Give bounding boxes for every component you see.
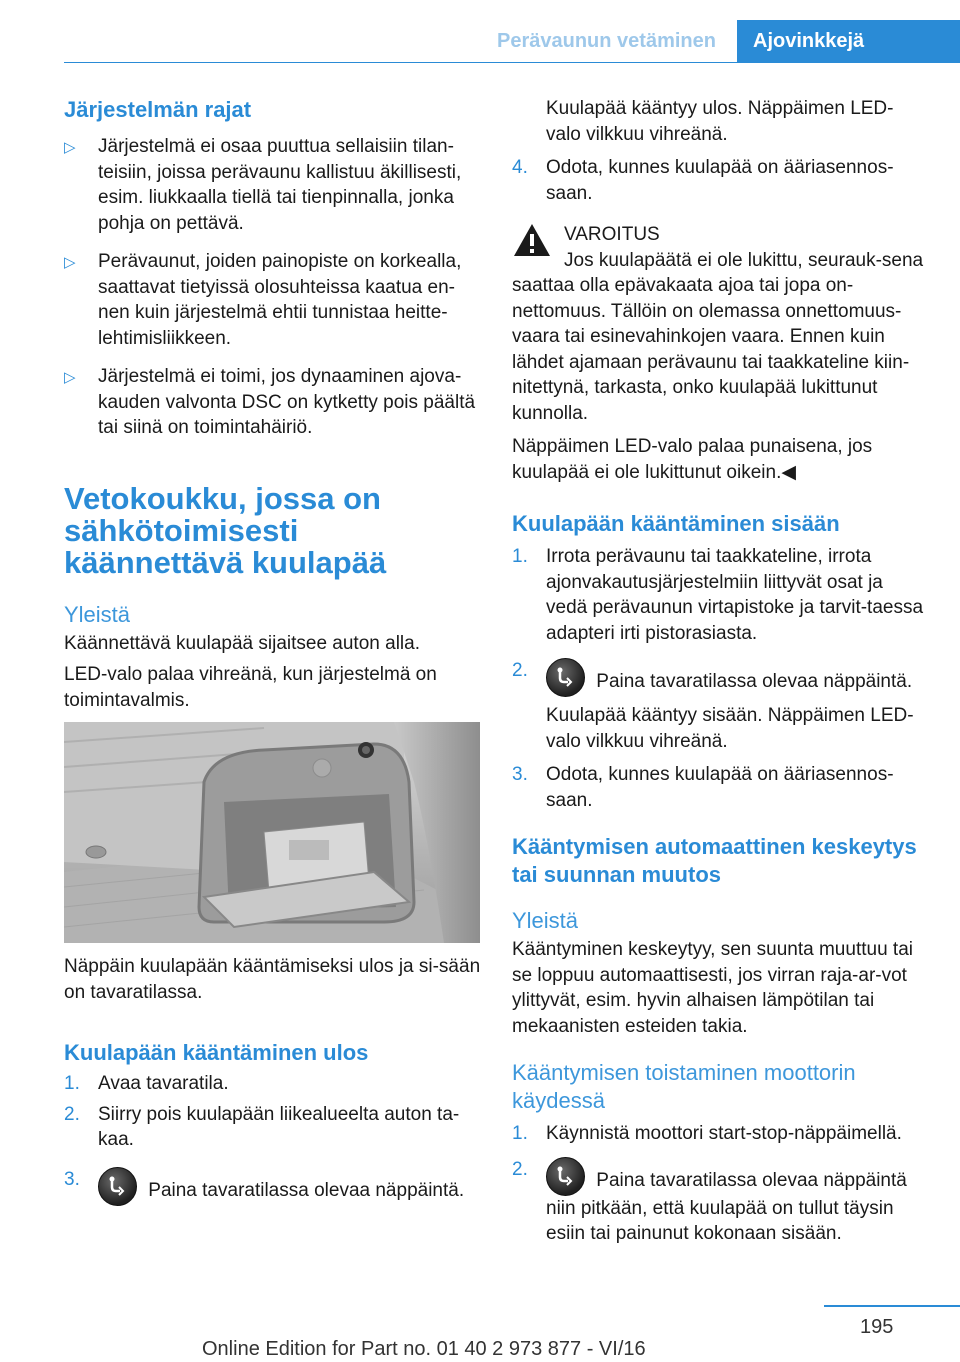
swing-out-heading: Kuulapään kääntäminen ulos [64, 1040, 369, 1065]
repeat-heading: Kääntymisen toistaminen moottorin käydessä [512, 1060, 856, 1113]
list-item: 4. Odota, kunnes kuulapää on ääriasennos-saan. [512, 157, 894, 204]
trailer-hitch-button-icon [98, 1167, 137, 1206]
triangle-right-icon: ▷ [64, 369, 76, 386]
list-item: 1. Käynnistä moottori start-stop-näppäimellä. [512, 1123, 902, 1144]
page-number: 195 [860, 1316, 894, 1338]
limits-list [64, 134, 482, 441]
header-chapter-label: Ajovinkkejä [753, 30, 865, 52]
swing-out-result: Kuulapää kääntyy ulos. Näppäimen LED-valo vilkkuu vihreänä. [546, 98, 894, 145]
list-item: 3. Odota, kunnes kuulapää on ääriasennos-saan. [512, 764, 894, 811]
list-item: 2. Siirry pois kuulapään liikealueelta auton ta-kaa. [64, 1103, 460, 1150]
general-paragraph-2: LED-valo palaa vihreänä, kun järjestelmä on toimintavalmis. [64, 664, 437, 711]
limits-heading: Järjestelmän rajat [64, 97, 252, 122]
footer-edition: Online Edition for Part no. 01 40 2 973 877 - VI/16 [202, 1338, 646, 1360]
list-item: 3. Paina tavaratilassa olevaa näppäintä. [64, 1167, 482, 1206]
list-item: 1. Irrota perävaunu tai taakkateline, irrota ajonvakautusjärjestelmiin liittyvät osat ja vedä perävaunun virtapistoke ja tarvit-taessa adapteri irti pistorasiasta. [512, 546, 924, 644]
warning-text: Jos kuulapäätä ei ole lukittu, seurauk-sena saattaa olla epävakaata ajoa tai jopa on-nettomuus. Tällöin on olemassa onnettomuus-vaara tai esinevahinkojen vaara. Ennen kuin lähdet ajamaan perävaunu tai taakkateline kiin-nitettynä, tarkasta, onko kuulapää lukittunut kunnolla. [512, 249, 924, 424]
section-heading: Vetokoukku, jossa on sähkötoimisesti käännettävä kuulapää [64, 480, 387, 580]
warning-block [512, 222, 924, 426]
auto-general-text: Kääntyminen keskeytyy, sen suunta muuttuu tai se loppuu automaattisesti, jos virran raja-ar-vot ylittyvät, esim. hyvin alhaisen lämpötilan tai mekaanisten esteiden takia. [512, 939, 913, 1037]
swing-in-heading: Kuulapään kääntäminen sisään [512, 511, 840, 536]
triangle-right-icon: ▷ [64, 139, 76, 156]
swing-out-steps [64, 1071, 482, 1206]
footer-rule [824, 1305, 960, 1307]
general-heading: Yleistä [64, 601, 131, 627]
list-item: ▷ Perävaunut, joiden painopiste on korkealla, saattavat tietyissä olosuhteissa kaatua en-nen kuin järjestelmä ehtii tunnistaa heitte-lehtimisliikkeen. [64, 251, 462, 349]
trunk-photo [64, 722, 480, 943]
header-section-title: Perävaunun vetäminen [497, 30, 716, 52]
list-item: ▷ Järjestelmä ei osaa puuttua sellaisiin tilan-teisiin, joissa perävaunu kallistuu äkillisesti, esim. liukkaalla tiellä tai tienpinnalla, jonka pohja on pettävä. [64, 136, 462, 234]
triangle-right-icon: ▷ [64, 254, 76, 271]
led-note: Näppäimen LED-valo palaa punaisena, jos kuulapää ei ole lukittunut oikein.◀ [512, 436, 873, 483]
general-paragraph-1: Käännettävä kuulapää sijaitsee auton alla. [64, 632, 420, 654]
trailer-hitch-button-icon [546, 658, 585, 697]
page-header [0, 0, 960, 62]
right-column [512, 96, 924, 1247]
trailer-hitch-button-icon [546, 1157, 585, 1196]
swing-in-result: Kuulapää kääntyy sisään. Näppäimen LED-valo vilkkuu vihreänä. [546, 705, 914, 752]
header-rule [64, 62, 960, 63]
left-column [64, 96, 482, 713]
list-item: ▷ Järjestelmä ei toimi, jos dynaaminen ajova-kauden valvonta DSC on kytketty pois päältä tai siinä on toimintahäiriö. [64, 366, 476, 438]
warning-triangle-icon [512, 222, 552, 258]
repeat-steps [512, 1121, 924, 1247]
swing-in-steps [512, 544, 924, 697]
list-item: 2. Paina tavaratilassa olevaa näppäintä. [512, 658, 924, 697]
header-chapter-tab [737, 20, 960, 62]
photo-caption: Näppäin kuulapään kääntämiseksi ulos ja si-sään on tavaratilassa. [64, 956, 481, 1003]
auto-general-heading: Yleistä [512, 908, 579, 933]
warning-title: VAROITUS [564, 224, 660, 245]
list-item: 1. Avaa tavaratila. [64, 1073, 229, 1094]
left-column-lower [64, 954, 482, 1206]
auto-heading: Kääntymisen automaattinen keskeytys tai suunnan muutos [512, 834, 917, 887]
trunk-illustration [64, 722, 480, 943]
list-item: 2. Paina tavaratilassa olevaa näppäintä niin pitkään, että kuulapää on tullut täysin esiin tai painunut kokonaan sisään. [512, 1158, 907, 1244]
